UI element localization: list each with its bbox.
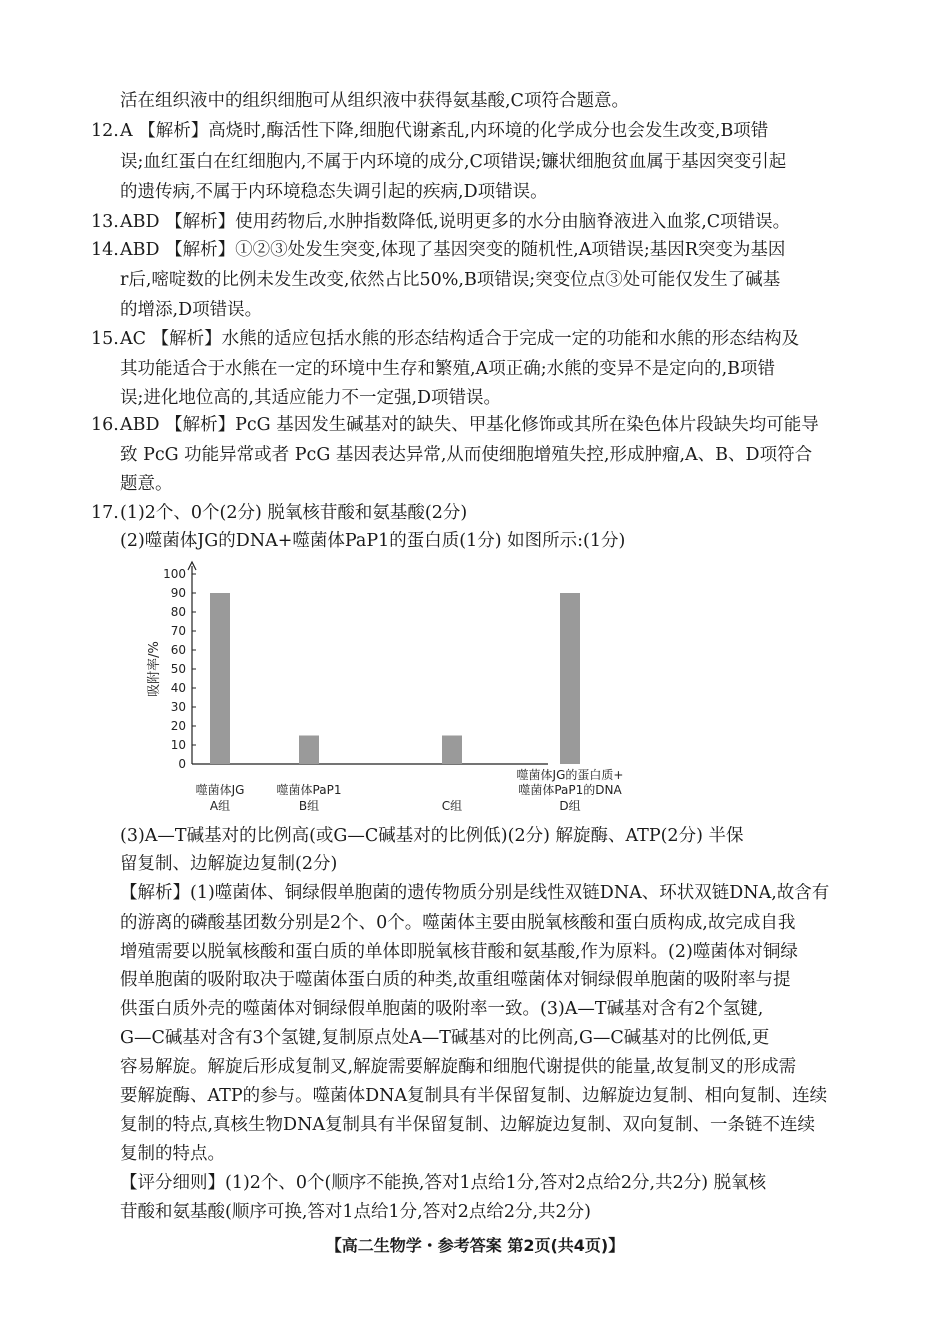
group-label: B组 <box>298 799 320 813</box>
line-text: 【评分细则】(1)2个、0个(顺序不能换,答对1点给1分,答对2点给2分,共2分) 脱氧核 <box>120 1173 767 1193</box>
line-text: 【解析】(1)噬菌体、铜绿假单胞菌的遗传物质分别是线性双链DNA、环状双链DNA,故含有 <box>120 883 830 903</box>
question-number: 13. <box>91 212 119 232</box>
group-label: A组 <box>209 799 231 813</box>
y-tick-label: 100 <box>163 567 186 581</box>
y-tick-label: 60 <box>170 643 186 657</box>
question-number: 16. <box>91 415 119 435</box>
question-number: 17. <box>91 503 119 523</box>
y-tick-label: 70 <box>170 624 186 638</box>
question-number: 15. <box>91 329 119 349</box>
line-text: (3)A—T碱基对的比例高(或G—C碱基对的比例低)(2分) 解旋酶、ATP(2分) 半保 <box>120 826 744 846</box>
line-text: 活在组织液中的组织细胞可从组织液中获得氨基酸,C项符合题意。 <box>120 91 629 111</box>
y-tick-label: 30 <box>170 700 186 714</box>
line-text: 误;血红蛋白在红细胞内,不属于内环境的成分,C项错误;镰状细胞贫血属于基因突变引起 <box>120 152 787 172</box>
line-text: ABD 【解析】使用药物后,水肿指数降低,说明更多的水分由脑脊液进入血浆,C项错误。 <box>120 212 791 232</box>
adsorption-rate-bar-chart <box>140 560 624 816</box>
bar <box>210 593 230 764</box>
line-text: 容易解旋。解旋后形成复制叉,解旋需要解旋酶和细胞代谢提供的能量,故复制叉的形成需 <box>120 1057 797 1077</box>
line-text: ABD 【解析】①②③处发生突变,体现了基因突变的随机性,A项错误;基因R突变为基因 <box>120 240 786 260</box>
y-tick-label: 20 <box>170 719 186 733</box>
line-text: 增殖需要以脱氧核酸和蛋白质的单体即脱氧核苷酸和氨基酸,作为原料。(2)噬菌体对铜绿 <box>120 942 798 962</box>
question-number: 14. <box>91 240 119 260</box>
y-tick-label: 90 <box>170 586 186 600</box>
line-text: 其功能适合于水熊在一定的环境中生存和繁殖,A项正确;水熊的变异不是定向的,B项错 <box>120 359 776 379</box>
line-text: (2)噬菌体JG的DNA+噬菌体PaP1的蛋白质(1分) 如图所示:(1分) <box>120 531 626 551</box>
line-text: 供蛋白质外壳的噬菌体对铜绿假单胞菌的吸附率一致。(3)A—T碱基对含有2个氢键, <box>120 999 764 1019</box>
group-label: C组 <box>441 799 463 813</box>
category-label: 噬菌体PaP1的DNA <box>518 783 622 797</box>
line-text: 复制的特点,真核生物DNA复制具有半保留复制、边解旋边复制、双向复制、一条链不连续 <box>120 1115 816 1135</box>
y-axis-label: 吸附率/% <box>147 641 162 697</box>
line-text: A 【解析】高烧时,酶活性下降,细胞代谢紊乱,内环境的化学成分也会发生改变,B项错 <box>120 121 769 141</box>
line-text: r后,嘧啶数的比例未发生改变,依然占比50%,B项错误;突变位点③处可能仅发生了碱基 <box>120 270 781 290</box>
line-text: 误;进化地位高的,其适应能力不一定强,D项错误。 <box>120 388 502 408</box>
line-text: 留复制、边解旋边复制(2分) <box>120 854 338 874</box>
group-label: D组 <box>559 799 581 813</box>
line-text: 苷酸和氨基酸(顺序可换,答对1点给1分,答对2点给2分,共2分) <box>120 1202 592 1222</box>
bar <box>560 593 580 764</box>
line-text: 题意。 <box>120 474 173 494</box>
line-text: 的游离的磷酸基团数分别是2个、0个。噬菌体主要由脱氧核酸和蛋白质构成,故完成自我 <box>120 913 796 933</box>
question-number: 12. <box>91 121 119 141</box>
bar <box>299 736 319 765</box>
y-tick-label: 0 <box>178 757 186 771</box>
category-label: 噬菌体JG <box>195 783 245 797</box>
line-text: ABD 【解析】PcG 基因发生碱基对的缺失、甲基化修饰或其所在染色体片段缺失均可能导 <box>120 415 819 435</box>
y-tick-label: 10 <box>170 738 186 752</box>
line-text: 复制的特点。 <box>120 1144 225 1164</box>
line-text: 致 PcG 功能异常或者 PcG 基因表达异常,从而使细胞增殖失控,形成肿瘤,A、B、D项符合 <box>120 445 813 465</box>
line-text: AC 【解析】水熊的适应包括水熊的形态结构适合于完成一定的功能和水熊的形态结构及 <box>120 329 800 349</box>
line-text: (1)2个、0个(2分) 脱氧核苷酸和氨基酸(2分) <box>120 503 468 523</box>
y-tick-label: 80 <box>170 605 186 619</box>
y-tick-label: 50 <box>170 662 186 676</box>
category-label: 噬菌体JG的蛋白质+ <box>516 768 624 782</box>
y-tick-label: 40 <box>170 681 186 695</box>
category-label: 噬菌体PaP1 <box>276 783 342 797</box>
page-footer: 【高二生物学・参考答案 第2页(共4页)】 <box>325 1236 625 1255</box>
line-text: 要解旋酶、ATP的参与。噬菌体DNA复制具有半保留复制、边解旋边复制、相向复制、连续 <box>120 1086 828 1106</box>
line-text: 假单胞菌的吸附取决于噬菌体蛋白质的种类,故重组噬菌体对铜绿假单胞菌的吸附率与提 <box>120 970 791 990</box>
line-text: 的遗传病,不属于内环境稳态失调引起的疾病,D项错误。 <box>120 182 548 202</box>
line-text: 的增添,D项错误。 <box>120 300 263 320</box>
bar <box>442 736 462 765</box>
line-text: G—C碱基对含有3个氢键,复制原点处A—T碱基对的比例高,G—C碱基对的比例低,更 <box>120 1028 770 1048</box>
